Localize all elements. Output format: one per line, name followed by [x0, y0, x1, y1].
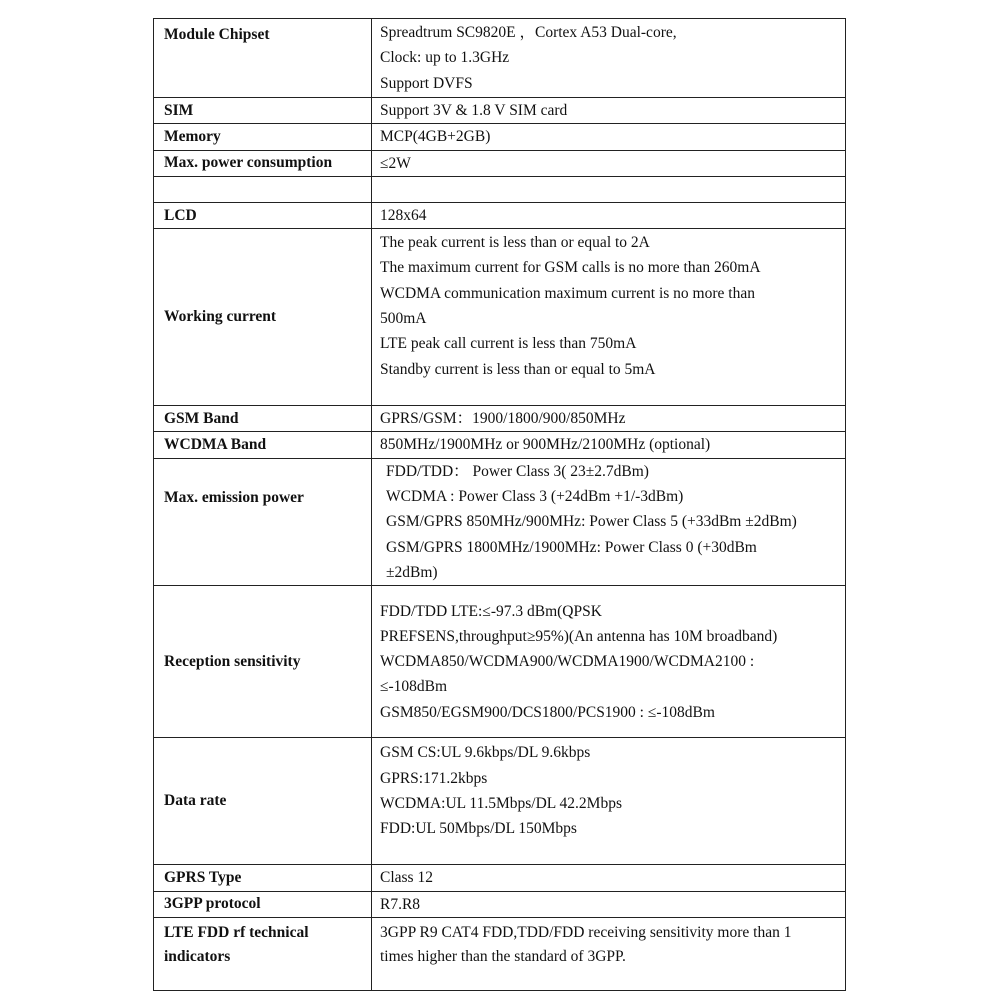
data-rate-line-2: GPRS:171.2kbps [380, 769, 488, 787]
label-max-emission-power: Max. emission power [154, 458, 372, 585]
lte-fdd-rf-label-line-1: LTE FDD rf technical [164, 923, 309, 941]
row-lte-fdd-rf [154, 917, 846, 990]
label-wcdma-band: WCDMA Band [154, 432, 372, 458]
row-wcdma-band [154, 432, 846, 458]
value-lte-fdd-rf [372, 917, 846, 990]
value-lcd [372, 202, 846, 228]
working-current-line-2: The maximum current for GSM calls is no more than 260mA [380, 259, 761, 277]
value-module-chipset [372, 19, 846, 98]
label-module-chipset: Module Chipset [154, 19, 372, 98]
module-chipset-line-2: Clock: up to 1.3GHz [380, 49, 510, 67]
value-data-rate [372, 738, 846, 865]
label-empty [154, 176, 372, 202]
row-module-chipset [154, 19, 846, 98]
working-current-line-6: Standby current is less than or equal to 5mA [380, 360, 656, 378]
value-gsm-band [372, 406, 846, 432]
row-reception-sensitivity [154, 586, 846, 738]
data-rate-line-4: FDD:UL 50Mbps/DL 150Mbps [380, 820, 577, 838]
value-gprs-type [372, 865, 846, 891]
value-reception-sensitivity [372, 586, 846, 738]
sim-line-1: Support 3V & 1.8 V SIM card [380, 102, 568, 119]
memory-line-1: MCP(4GB+2GB) [380, 128, 491, 146]
spec-table [153, 18, 846, 991]
value-max-power-consumption [372, 150, 846, 176]
wcdma-band-line-1: 850MHz/1900MHz or 900MHz/2100MHz (optional) [380, 436, 711, 454]
row-max-power-consumption [154, 150, 846, 176]
module-chipset-line-1: Spreadtrum SC9820E ，Cortex A53 Dual-core, [380, 24, 677, 42]
value-empty [372, 176, 846, 202]
max-emission-power-line-5: ±2dBm) [386, 563, 438, 581]
value-sim [372, 98, 846, 124]
label-lcd: LCD [154, 202, 372, 228]
row-working-current [154, 229, 846, 406]
reception-sensitivity-line-5: GSM850/EGSM900/DCS1800/PCS1900 : ≤-108dBm [380, 703, 715, 721]
row-sim [154, 98, 846, 124]
reception-sensitivity-line-4: ≤-108dBm [380, 678, 448, 696]
working-current-line-4: 500mA [380, 310, 427, 328]
row-memory [154, 124, 846, 150]
label-gprs-type: GPRS Type [154, 865, 372, 891]
label-memory: Memory [154, 124, 372, 150]
value-working-current [372, 229, 846, 406]
label-3gpp-protocol: 3GPP protocol [154, 891, 372, 917]
max-emission-power-line-2: WCDMA : Power Class 3 (+24dBm +1/-3dBm) [386, 488, 684, 506]
working-current-line-1: The peak current is less than or equal to 2A [380, 234, 650, 252]
row-lcd [154, 202, 846, 228]
max-power-consumption-line-1: ≤2W [380, 154, 411, 172]
reception-sensitivity-line-1: FDD/TDD LTE:≤-97.3 dBm(QPSK [380, 602, 602, 620]
value-wcdma-band [372, 432, 846, 458]
label-lte-fdd-rf [154, 917, 372, 990]
value-max-emission-power [372, 458, 846, 585]
module-chipset-line-3: Support DVFS [380, 74, 473, 92]
working-current-line-3: WCDMA communication maximum current is no more than [380, 284, 755, 302]
label-data-rate: Data rate [154, 738, 372, 865]
lte-fdd-rf-line-2: times higher than the standard of 3GPP. [380, 947, 626, 965]
gsm-band-line-1: GPRS/GSM：1900/1800/900/850MHz [380, 410, 626, 428]
label-sim: SIM [154, 98, 372, 124]
max-emission-power-line-4: GSM/GPRS 1800MHz/1900MHz: Power Class 0 (+30dBm [386, 538, 757, 556]
row-max-emission-power [154, 458, 846, 585]
row-gprs-type [154, 865, 846, 891]
data-rate-line-1: GSM CS:UL 9.6kbps/DL 9.6kbps [380, 744, 591, 762]
max-emission-power-line-1: FDD/TDD： Power Class 3( 23±2.7dBm) [386, 462, 649, 480]
data-rate-line-3: WCDMA:UL 11.5Mbps/DL 42.2Mbps [380, 794, 622, 812]
value-3gpp-protocol [372, 891, 846, 917]
label-working-current: Working current [154, 229, 372, 406]
row-empty [154, 176, 846, 202]
reception-sensitivity-line-3: WCDMA850/WCDMA900/WCDMA1900/WCDMA2100 : [380, 653, 755, 671]
value-memory [372, 124, 846, 150]
lte-fdd-rf-label-line-2: indicators [164, 947, 231, 965]
row-gsm-band [154, 406, 846, 432]
max-emission-power-line-3: GSM/GPRS 850MHz/900MHz: Power Class 5 (+33dBm ±2dBm) [386, 513, 797, 531]
label-reception-sensitivity: Reception sensitivity [154, 586, 372, 738]
reception-sensitivity-line-2: PREFSENS,throughput≥95%)(An antenna has 10M broadband) [380, 627, 778, 645]
lte-fdd-rf-line-1: 3GPP R9 CAT4 FDD,TDD/FDD receiving sensitivity more than 1 [380, 923, 792, 941]
label-max-power-consumption: Max. power consumption [154, 150, 372, 176]
gprs-type-line-1: Class 12 [380, 869, 433, 887]
row-data-rate [154, 738, 846, 865]
working-current-line-5: LTE peak call current is less than 750mA [380, 335, 637, 353]
row-3gpp-protocol [154, 891, 846, 917]
lcd-line-1: 128x64 [380, 206, 427, 224]
label-gsm-band: GSM Band [154, 406, 372, 432]
3gpp-protocol-line-1: R7.R8 [380, 895, 421, 913]
